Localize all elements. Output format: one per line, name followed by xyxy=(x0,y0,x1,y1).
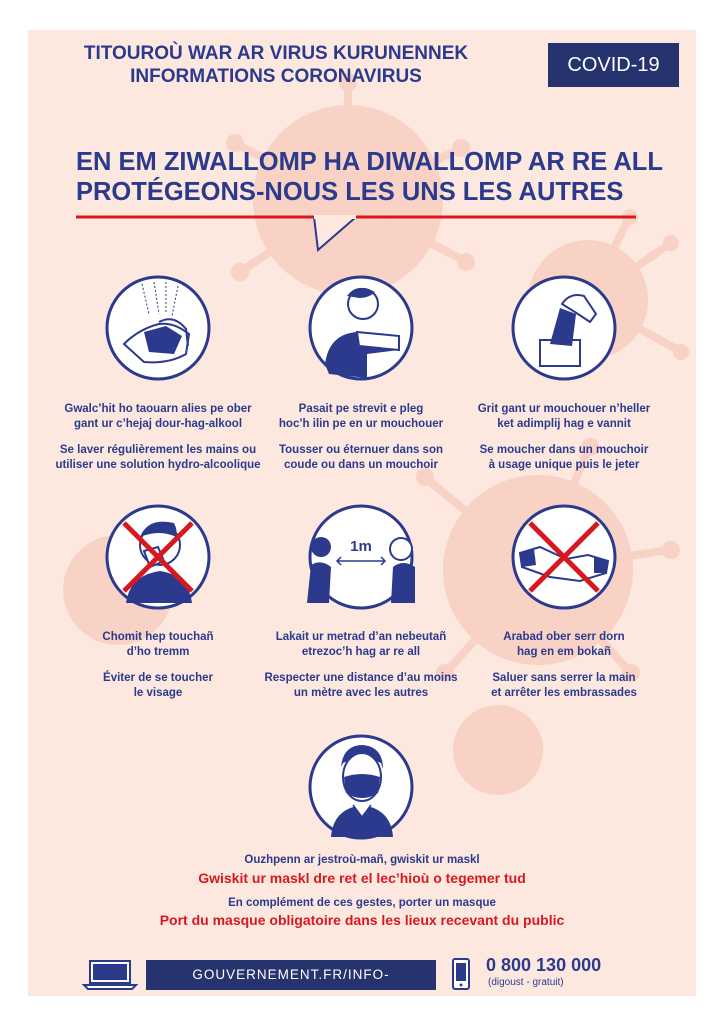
gesture-text-french: Tousser ou éternuer dans son coude ou dans un mouchoir xyxy=(278,444,443,471)
gesture-tissue-text xyxy=(454,402,674,473)
poster xyxy=(28,30,696,1012)
gesture-text-french: Se laver régulièrement les mains ou utiliser une solution hydro-alcoolique xyxy=(55,444,261,471)
gesture-text-french: Éviter de se toucher le visage xyxy=(103,672,213,699)
main-title-breton: EN EM ZIWALLOMP HA DIWALLOMP AR RE ALL xyxy=(76,148,663,176)
gesture-text-breton: Lakait ur metrad d’an nebeutañ etrezoc’h hag ar re all xyxy=(275,631,447,658)
header-title xyxy=(28,42,524,88)
mask-rule-french: Port du masque obligatoire dans les lieux recevant du public xyxy=(159,912,565,928)
phone-number[interactable]: 0 800 130 000 xyxy=(486,955,602,975)
tissue-box-icon xyxy=(510,274,618,382)
website-link[interactable]: GOUVERNEMENT.FR/INFO-CORONAVIRUS xyxy=(146,960,436,990)
gesture-text-breton: Chomit hep touchañ d’ho tremm xyxy=(102,631,214,658)
covid-badge: COVID-19 xyxy=(548,43,679,87)
mask-text-breton: Ouzhpenn ar jestroù-mañ, gwiskit ur maskl xyxy=(244,854,480,866)
hand-wash-icon xyxy=(104,274,212,382)
gesture-distance-text xyxy=(251,630,471,701)
speech-bubble-underline xyxy=(76,212,638,254)
main-title xyxy=(76,147,676,207)
phone-note: (digoust - gratuit) xyxy=(488,977,564,988)
gesture-cough-text xyxy=(251,402,471,473)
face-mask-icon xyxy=(307,733,415,841)
header-line-french: INFORMATIONS CORONAVIRUS xyxy=(130,66,422,87)
mask-rule-breton: Gwiskit ur maskl dre ret el lec’hioù o tegemer tud xyxy=(198,870,526,886)
header-line-breton: TITOUROÙ WAR AR VIRUS KURUNENNEK xyxy=(83,43,469,64)
gesture-hand-wash-text xyxy=(48,402,268,473)
cough-elbow-icon xyxy=(307,274,415,382)
gesture-no-face-touch-text xyxy=(48,630,268,701)
mask-text-french: En complément de ces gestes, porter un masque xyxy=(228,897,496,909)
gesture-text-breton: Grit gant ur mouchouer n’heller ket adimplij hag e vannit xyxy=(477,403,651,430)
distance-label: 1m xyxy=(350,538,372,555)
no-handshake-icon xyxy=(510,503,618,611)
gesture-text-breton: Gwalc’hit ho taouarn alies pe ober gant ur c’hejaj dour-hag-alkool xyxy=(64,403,252,430)
laptop-icon xyxy=(84,960,136,990)
gesture-text-french: Se moucher dans un mouchoir à usage unique puis le jeter xyxy=(479,444,649,471)
gesture-text-french: Saluer sans serrer la main et arrêter les embrassades xyxy=(491,672,637,699)
gesture-text-french: Respecter une distance d’au moins un mètre avec les autres xyxy=(264,672,458,699)
distance-1m-icon xyxy=(307,503,415,611)
gesture-text-breton: Arabad ober serr dorn hag en em bokañ xyxy=(503,631,625,658)
no-face-touch-icon xyxy=(104,503,212,611)
phone-icon xyxy=(452,958,470,990)
main-title-french: PROTÉGEONS-NOUS LES UNS LES AUTRES xyxy=(76,178,624,206)
gesture-no-handshake-text xyxy=(454,630,674,701)
gesture-text-breton: Pasait pe strevit e pleg hoc’h ilin pe en ur mouchouer xyxy=(278,403,444,430)
